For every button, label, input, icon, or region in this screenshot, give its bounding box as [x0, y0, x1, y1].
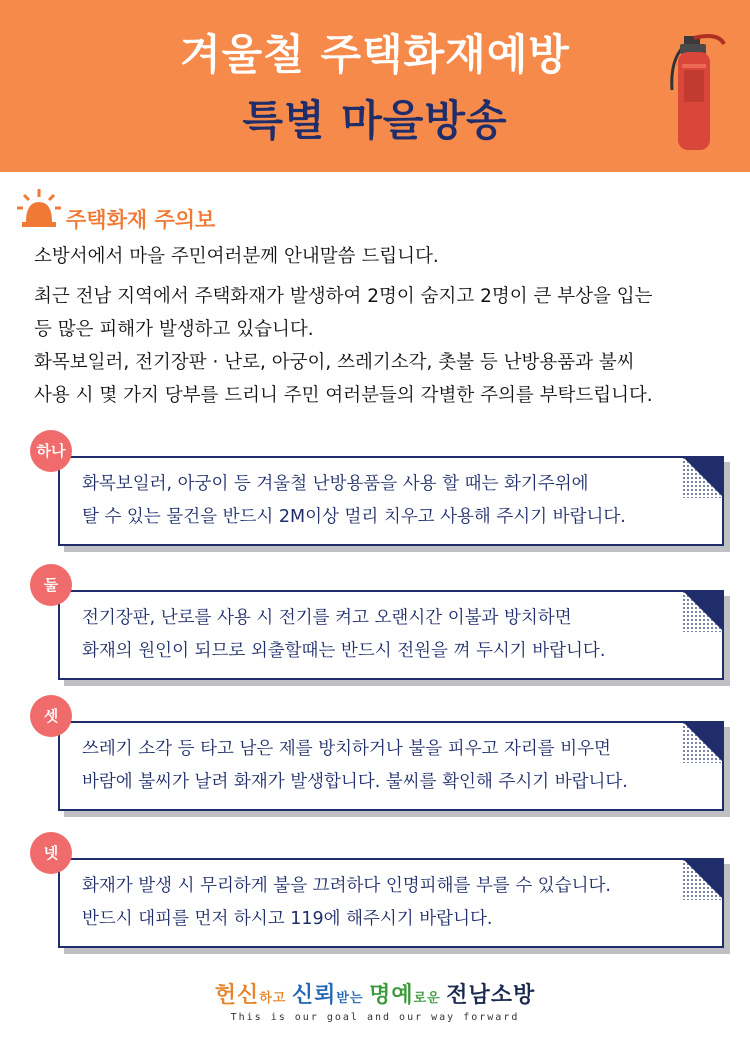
card-badge-2: 둘	[30, 564, 72, 606]
folded-corner-icon	[682, 456, 724, 498]
card-line: 전기장판, 난로를 사용 시 전기를 켜고 오랜시간 이불과 방치하면	[82, 608, 572, 628]
card-line: 바람에 불씨가 날려 화재가 발생합니다. 불씨를 확인해 주시기 바랍니다.	[82, 772, 628, 792]
card-badge-3: 셋	[30, 695, 72, 737]
slogan-part: 전남소방	[446, 983, 536, 1008]
card-line: 화재의 원인이 되므로 외출할때는 반드시 전원을 껴 두시기 바랍니다.	[82, 641, 606, 661]
card-line: 쓰레기 소각 등 타고 남은 제를 방치하거나 불을 피우고 자리를 비우면	[82, 739, 611, 759]
slogan-part: 헌신	[214, 983, 260, 1008]
card-line: 반드시 대피를 먼저 하시고 119에 해주시기 바랍니다.	[82, 909, 493, 929]
folded-corner-icon	[682, 858, 724, 900]
notice-paragraph-1: 소방서에서 마을 주민여러분께 안내말씀 드립니다.	[34, 246, 439, 267]
advice-card-2	[58, 590, 724, 680]
advice-card-4	[58, 858, 724, 948]
folded-corner-icon	[682, 590, 724, 632]
slogan-part: 신뢰	[291, 983, 337, 1008]
slogan-part: 로운	[413, 991, 447, 1006]
siren-icon	[16, 186, 62, 230]
slogan-part: 명예	[369, 983, 414, 1008]
page-subtitle: 특별 마을방송	[242, 96, 508, 145]
advice-card-1	[58, 456, 724, 546]
card-line: 화재가 발생 시 무리하게 불을 끄려하다 인명피해를 부를 수 있습니다.	[82, 876, 611, 896]
header-banner	[0, 0, 750, 172]
footer-slogan	[0, 978, 750, 1009]
notice-title: 주택화재 주의보	[66, 208, 216, 232]
card-badge-4: 넷	[30, 832, 72, 874]
card-line: 화목보일러, 아궁이 등 겨울철 난방용품을 사용 할 때는 화기주위에	[82, 474, 589, 494]
slogan-part: 하고	[259, 991, 292, 1006]
folded-corner-icon	[682, 721, 724, 763]
notice-paragraph-2: 최근 전남 지역에서 주택화재가 발생하여 2명이 숨지고 2명이 큰 부상을 입는 등 많은 피해가 발생하고 있습니다.	[34, 286, 653, 340]
card-badge-1: 하나	[30, 430, 72, 472]
card-line: 탈 수 있는 물건을 반드시 2M이상 멀리 치우고 사용해 주시기 바랍니다.	[82, 507, 626, 527]
footer-subtitle: This is our goal and our way forward	[230, 1012, 520, 1023]
slogan-part: 받는	[336, 991, 370, 1006]
page-title: 겨울철 주택화재예방	[180, 30, 570, 79]
fire-extinguisher-icon	[660, 30, 730, 152]
notice-paragraph-3: 화목보일러, 전기장판 · 난로, 아궁이, 쓰레기소각, 촛불 등 난방용품과 불씨 사용 시 몇 가지 당부를 드리니 주민 여러분들의 각별한 주의를 부탁드립니다.	[34, 352, 653, 406]
advice-card-3	[58, 721, 724, 811]
